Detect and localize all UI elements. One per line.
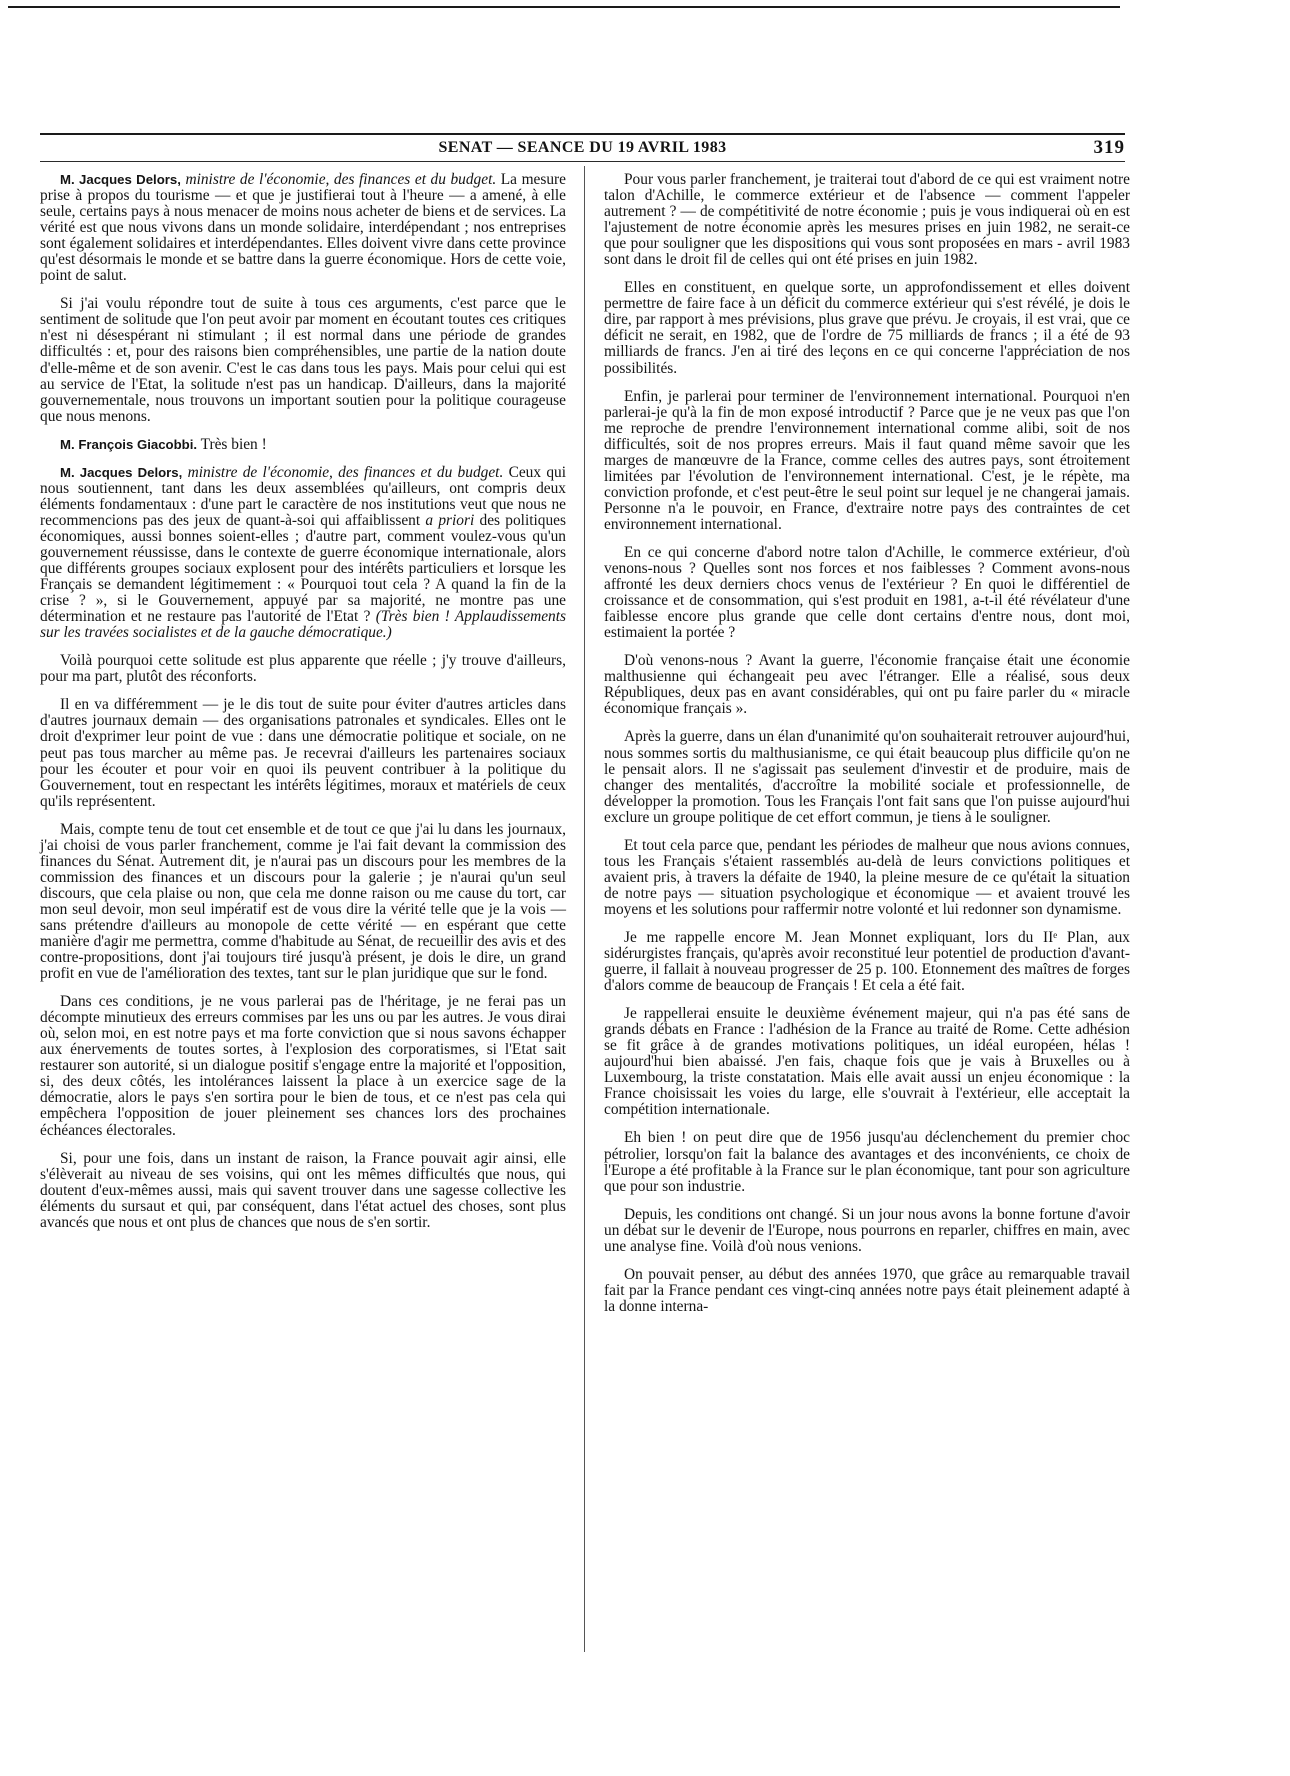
paragraph: Si j'ai voulu répondre tout de suite à tous ces arguments, c'est parce que le sentiment de solitude que l'on peut avoir par moment en écoutant toutes ces critiques n'est ni désespérant ni stimulant ; il est normal dans une période de grandes difficultés : et, pour des raisons bien compréhensibles, une partie de la nation doute d'elle-même et de son avenir. C'est le cas dans tous les pays. Mais pour celui qui est au service de l'Etat, la solitude n'est pas un handicap. D'ailleurs, dans la majorité gouvernementale, nous trouvons un important soutien pour la politique courageuse que nous menons. [40, 295, 566, 425]
paragraph: Dans ces conditions, je ne vous parlerai pas de l'héritage, je ne ferai pas un décompte minutieux des erreurs commises par les uns ou par les autres. Je vous dirai où, selon moi, en est notre pays et ma forte conviction que si nous savons échapper aux énervements de toutes sortes, à l'explosion des corporatismes, si l'Etat sait restaurer son autorité, si un dialogue positif s'engage entre la majorité et l'opposition, si, des deux côtés, les intolérances laissent la place à un exercice sage de la démocratie, alors le pays s'en sortira pour le bien de tous, et ce n'est pas cela qui empêchera l'opposition de jouer pleinement ses chances lors des prochaines échéances électorales. [40, 993, 566, 1139]
paragraph: Eh bien ! on peut dire que de 1956 jusqu'au déclenchement du premier choc pétrolier, lorsqu'on fait la balance des avantages et des inconvénients, ce choix de l'Europe a été profitable à la France sur le plan économique, tant pour son agriculture que pour son industrie. [604, 1129, 1130, 1195]
speaker-title: ministre de l'économie, des finances et du budget. [180, 171, 497, 188]
paragraph: Enfin, je parlerai pour terminer de l'environnement international. Pourquoi n'en parlerai-je qu'à la fin de mon exposé introductif ? Parce que je ne veux pas que l'on me reproche de prendre l'environnement international comme alibi, soit de nos difficultés, soit de nos propres erreurs. Mais il faut quand même savoir que les marges de manœuvre de la France, comme celles des autres pays, sont étroitement limitées par l'évolution de l'environnement international. C'est, je le répète, ma conviction profonde, et c'est peut-être le seul point sur lequel je ne changerai jamais. Personne n'a le pouvoir, en France, d'extraire notre pays des contraintes de cet environnement international. [604, 387, 1130, 533]
latin-term: a priori [425, 511, 475, 529]
right-column [604, 172, 1130, 1327]
paragraph: Il en va différemment — je le dis tout de suite pour éviter d'autres articles dans d'autres journaux demain — des organisations patronales et syndicales. Elles ont le droit d'exprimer leur point de vue : dans une démocratie politique et sociale, on ne peut pas tous marcher au même pas. Je recevrai d'ailleurs les partenaires sociaux pour les écouter et pour voir en quoi ils peuvent contribuer à la politique du Gouvernement, tout en respectant les intérêts légitimes, moraux et matériels de ceux qu'ils représentent. [40, 696, 566, 810]
paragraph: Voilà pourquoi cette solitude est plus apparente que réelle ; j'y trouve d'ailleurs, pour ma part, plutôt des réconforts. [40, 652, 566, 686]
paragraph: Et tout cela parce que, pendant les périodes de malheur que nous avions connues, tous les Français s'étaient rassemblés au-delà de leurs convictions politiques et avaient pris, à travers la défaite de 1940, la pleine mesure de ce qu'était la situation de notre pays — situation psychologique et économique — et avaient trouvé les moyens et les solutions pour raffermir notre volonté et lui redonner son dynamisme. [604, 836, 1130, 918]
running-head-title: SENAT — SEANCE DU 19 AVRIL 1983 [438, 139, 727, 156]
paragraph-text: La mesure prise à propos du tourisme — et que je justifierai tout à l'heure — a amené, à elle seule, certains pays à nous menacer de moins nous acheter de biens et de services. La vérité est que nous vivons dans un monde solidaire, interdépendant ; nos entreprises sont également solidaires et interdépendantes. Elles doivent vivre dans cette province qu'est désormais le monde et se battre dans la guerre économique. Hors de cette voie, point de salut. [40, 171, 567, 285]
paragraph [40, 437, 566, 453]
paragraph: Je rappellerai ensuite le deuxième événement majeur, qui n'a pas été sans de grands débats en France : l'adhésion de la France au traité de Rome. Cette adhésion se fit grâce à de grandes motivations politiques, un idéal européen, hélas ! aujourd'hui bien abaissé. J'en fais, chaque fois que je vais à Bruxelles ou à Luxembourg, la triste constatation. Mais elle avait aussi un enjeu économique : la France choisissait les voies du large, elle s'ouvrait à l'extérieur, elle acceptait la compétition internationale. [604, 1005, 1130, 1119]
speaker-name: M. Jacques Delors, [60, 172, 181, 187]
left-column [40, 172, 566, 1243]
paragraph: D'où venons-nous ? Avant la guerre, l'économie française était une économie malthusienne qui échangeait peu avec l'étranger. Elle a réalisé, sous deux Républiques, deux pas en avant considérables, qui ont pu faire parler du « miracle économique français ». [604, 652, 1130, 718]
page-number: 319 [1093, 137, 1125, 158]
paragraph: Je me rappelle encore M. Jean Monnet expliquant, lors du IIᵉ Plan, aux sidérurgistes français, qu'après avoir reconstitué leur potentiel de production d'avant-guerre, il fallait à nouveau progresser de 25 p. 100. Etonnement des maîtres de forges d'alors comme de beaucoup de Français ! Et cela a été fait. [604, 928, 1130, 995]
paragraph: Depuis, les conditions ont changé. Si un jour nous avons la bonne fortune d'avoir un débat sur le devenir de l'Europe, nous pourrons en reparler, chiffres en main, avec une analyse fine. Voilà d'où nous venions. [604, 1205, 1130, 1255]
stage-direction: (Très bien ! Applaudissements sur les travées socialistes et de la gauche démocratique.) [40, 608, 567, 642]
header-rule-top [40, 133, 1125, 135]
header-rule-bottom [40, 161, 1125, 162]
speaker-name: M. Jacques Delors, [60, 464, 183, 480]
top-rule [8, 6, 1120, 8]
paragraph: Si, pour une fois, dans un instant de raison, la France pouvait agir ainsi, elle s'élèverait au niveau de ses voisins, qui ont les mêmes difficultés que nous, qui doutent d'eux-mêmes aussi, mais qui savent trouver dans une sagesse collective les éléments du sursaut et qui, par conséquent, dans l'état actuel des choses, sont plus avancés que nous et ont plus de chances que nous de s'en sortir. [40, 1149, 566, 1231]
paragraph-text: des politiques économiques, aussi bonnes soient-elles ; d'autre part, comment voulez-vous qu'un gouvernement réussisse, dans le contexte de guerre économique internationale, alors que différents groupes sociaux explosent pour des intérêts particuliers et lorsque les Français se demandent légitimement : « Pourquoi tout cela ? A quand la fin de la crise ? », si le Gouvernement, appuyé par sa majorité, ne montre pas une détermination et ne restaure pas l'autorité de l'Etat ? [40, 511, 566, 626]
speaker-title: ministre de l'économie, des finances et du budget. [182, 463, 504, 481]
column-divider [584, 166, 585, 1652]
paragraph [40, 172, 566, 284]
running-head [40, 137, 1125, 159]
paragraph: On pouvait penser, au début des années 1970, que grâce au remarquable travail fait par la France pendant ces vingt-cinq années notre pays était pleinement adapté à la donne interna- [604, 1265, 1130, 1315]
paragraph: Elles en constituent, en quelque sorte, un approfondissement et elles doivent permettre de faire face à un déficit du commerce extérieur qui s'est révélé, je dois le dire, par rapport à mes prévisions, plus grave que prévu. Je croyais, il est vrai, que ce déficit ne serait, en 1982, que de l'ordre de 75 milliards de francs ; il a été de 93 milliards de francs. J'en ai tiré des leçons en ce qui concerne l'appréciation de nos possibilités. [604, 279, 1130, 377]
paragraph-text: Ceux qui nous soutiennent, tant dans les deux assemblées qu'ailleurs, ont compris deux éléments fondamentaux : d'une part le caractère de nos institutions veut que nous ne recommencions pas des jeux de quant-à-soi qui affaiblissent [40, 463, 566, 529]
paragraph-text: Très bien ! [197, 435, 267, 453]
paragraph [40, 465, 566, 642]
paragraph: Après la guerre, dans un élan d'unanimité qu'on souhaiterait retrouver aujourd'hui, nous sommes sortis du malthusianisme, ce qui était beaucoup plus difficile qu'on ne le pensait alors. Il ne s'agissait pas seulement d'investir et de produire, mais de changer des mentalités, d'accroître la mobilité sociale et professionnelle, de développer la promotion. Tous les Français l'ont fait sans que l'on puisse aujourd'hui exclure un groupe politique de cet effort commun, je tiens à le souligner. [604, 728, 1130, 826]
paragraph: Pour vous parler franchement, je traiterai tout d'abord de ce qui est vraiment notre talon d'Achille, le commerce extérieur et de l'absence — comment l'appeler autrement ? — de compétitivité de notre économie ; puis je vous indiquerai où en est l'ajustement de notre économie après les mesures prises en juin 1982, ne serait-ce que pour souligner que les dispositions qui vous sont proposées en mars - avril 1983 sont dans le droit fil de celles qui ont été prises en juin 1982. [604, 171, 1130, 269]
speaker-name: M. François Giacobbi. [60, 436, 198, 452]
paragraph: Mais, compte tenu de tout cet ensemble et de tout ce que j'ai lu dans les journaux, j'ai choisi de vous parler franchement, comme je l'ai fait devant la commission des finances du Sénat. Autrement dit, je n'aurai pas un discours pour les membres de la commission des finances et un discours pour la galerie ; je n'aurai qu'un seul discours, que cela plaise ou non, que cela me donne raison ou me cause du tort, car mon seul devoir, mon seul impératif est de vous dire la vérité telle que je la vois — sans prétendre d'ailleurs au monopole de cette vérité — en espérant que cette manière d'agir me permettra, comme d'habitude au Sénat, de recueillir des avis et des contre-propositions, dont j'ai toujours tiré jusqu'à présent, je dois le dire, un grand profit en vue de l'amélioration des textes, tant sur le plan juridique que sur le fond. [40, 820, 566, 983]
paragraph: En ce qui concerne d'abord notre talon d'Achille, le commerce extérieur, d'où venons-nous ? Quelles sont nos forces et nos faiblesses ? Comment avons-nous affronté les deux derniers chocs venus de l'extérieur ? En quoi le différentiel de croissance et de consommation, qui s'est produit en 1981, a-t-il été révélateur d'une faiblesse encore plus grande que celle dont certains d'entre nous, dont moi, estimaient la portée ? [604, 543, 1130, 642]
